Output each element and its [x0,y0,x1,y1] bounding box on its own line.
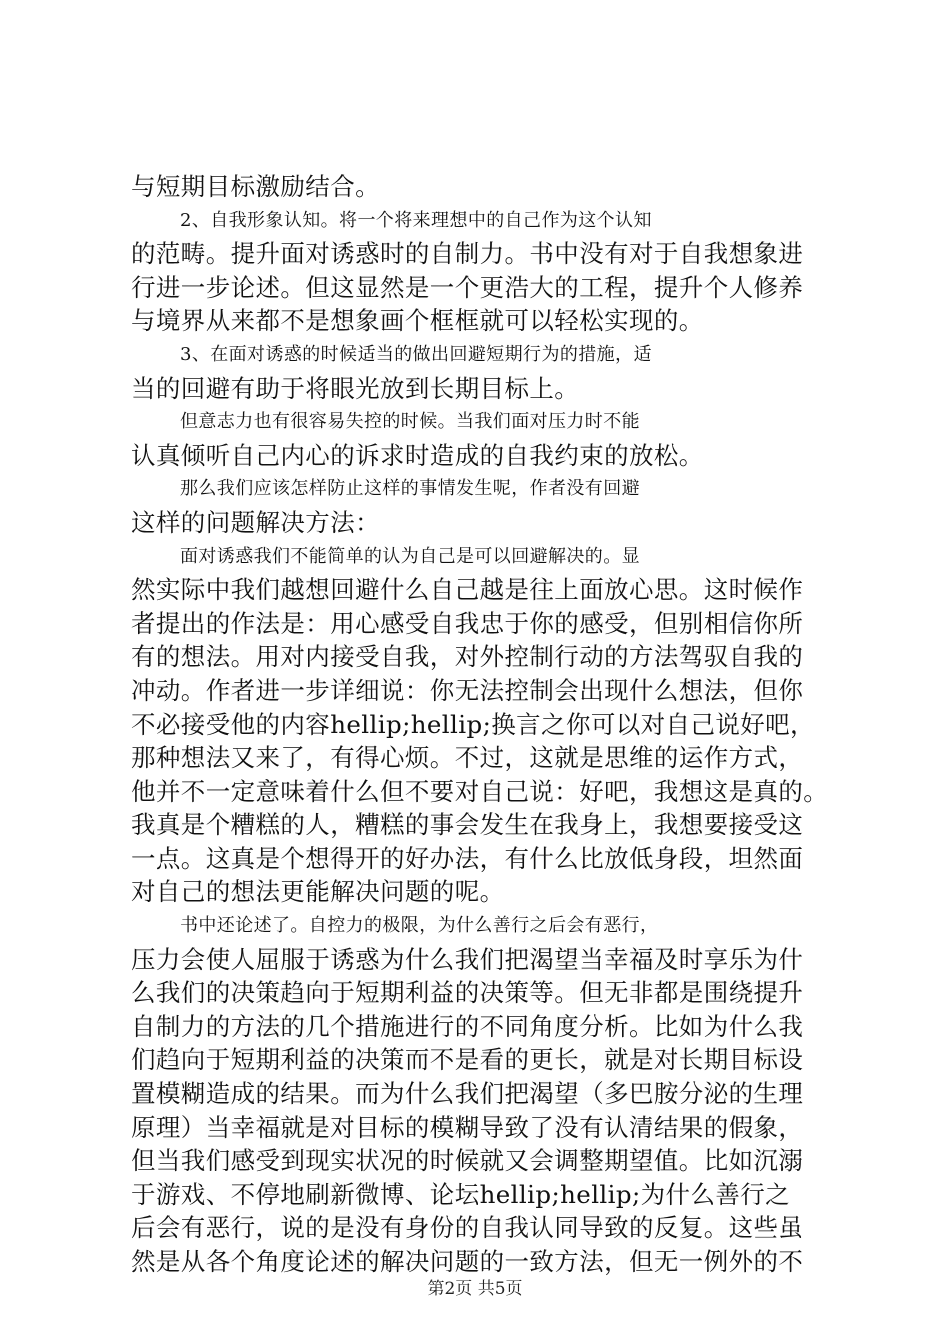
text-line: 我真是个糟糕的人，糟糕的事会发生在我身上，我想要接受这 [131,810,804,840]
text-line: 么我们的决策趋向于短期利益的决策等。但无非都是围绕提升 [131,978,804,1008]
text-line: 后会有恶行，说的是没有身份的自我认同导致的反复。这些虽 [131,1213,804,1243]
text-line: 面对诱惑我们不能简单的认为自己是可以回避解决的。显 [180,545,640,567]
text-line: 有的想法。用对内接受自我，对外控制行动的方法驾驭自我的 [131,642,804,672]
text-line: 那么我们应该怎样防止这样的事情发生呢，作者没有回避 [180,478,640,500]
text-line: 原理）当幸福就是对目标的模糊导致了没有认清结果的假象， [131,1112,804,1142]
text-line: 的范畴。提升面对诱惑时的自制力。书中没有对于自我想象进 [131,239,804,269]
text-line: 们趋向于短期利益的决策而不是看的更长，就是对长期目标设 [131,1045,804,1075]
text-line: 冲动。作者进一步详细说：你无法控制会出现什么想法，但你 [131,675,804,705]
text-line: 那种想法又来了，有得心烦。不过，这就是思维的运作方式， [131,743,804,773]
text-line: 当的回避有助于将眼光放到长期目标上。 [131,373,580,403]
document-body [131,170,831,1279]
text-line: 行进一步论述。但这显然是一个更浩大的工程，提升个人修养 [131,272,804,302]
text-line: 置模糊造成的结果。而为什么我们把渴望（多巴胺分泌的生理 [131,1079,804,1109]
text-line: 但当我们感受到现实状况的时候就又会调整期望值。比如沉溺 [131,1146,804,1176]
text-line: 不必接受他的内容hellip;hellip;换言之你可以对自己说好吧， [131,709,815,739]
text-line: 但意志力也有很容易失控的时候。当我们面对压力时不能 [180,411,640,433]
text-line: 然是从各个角度论述的解决问题的一致方法，但无一例外的不 [131,1247,804,1276]
text-line: 认真倾听自己内心的诉求时造成的自我约束的放松。 [131,440,704,470]
page-footer: 第2页 共5页 [427,1279,523,1299]
text-line: 3、在面对诱惑的时候适当的做出回避短期行为的措施，适 [180,343,652,365]
text-line: 于游戏、不停地刷新微博、论坛hellip;hellip;为什么善行之 [131,1179,791,1209]
text-line: 然实际中我们越想回避什么自己越是往上面放心思。这时候作 [131,575,804,605]
text-line: 2、自我形象认知。将一个将来理想中的自己作为这个认知 [180,209,652,231]
text-line: 一点。这真是个想得开的好办法，有什么比放低身段，坦然面 [131,843,804,873]
text-line: 自制力的方法的几个措施进行的不同角度分析。比如为什么我 [131,1011,804,1041]
text-line: 书中还论述了。自控力的极限，为什么善行之后会有恶行， [180,915,659,937]
text-line: 压力会使人屈服于诱惑为什么我们把渴望当幸福及时享乐为什 [131,944,804,974]
text-line: 与短期目标激励结合。 [131,172,380,201]
text-line: 与境界从来都不是想象画个框框就可以轻松实现的。 [131,306,704,336]
text-line: 这样的问题解决方法： [131,507,380,537]
text-line: 对自己的想法更能解决问题的呢。 [131,877,505,907]
text-line: 者提出的作法是：用心感受自我忠于你的感受，但别相信你所 [131,608,804,638]
text-line: 他并不一定意味着什么但不要对自己说：好吧，我想这是真的。 [131,776,829,806]
